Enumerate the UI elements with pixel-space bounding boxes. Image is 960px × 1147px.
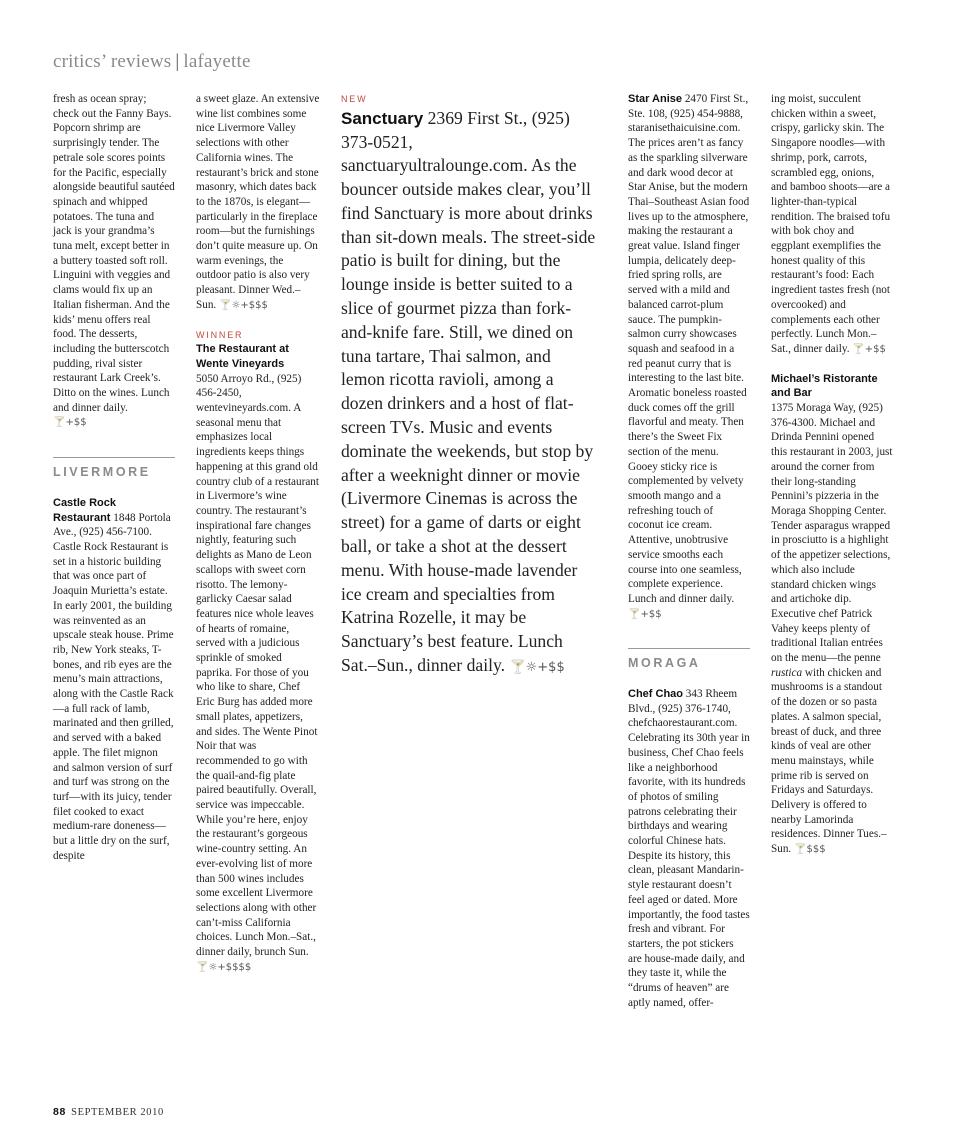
sanctuary-name: Sanctuary: [341, 108, 424, 128]
michaels-name: Michael’s Ristorante and Bar: [771, 372, 878, 400]
sanctuary-kicker: NEW: [341, 94, 368, 104]
issue-date: SEPTEMBER 2010: [71, 1107, 164, 1118]
castle-rock-text-part2: a sweet glaze. An extensive wine list combines some nice Livermore Valley selections with other California wines. The restaurant’s brick and stone masonry, which dates back to the 1870s, is elegant—particularly in the fireplace room—but the furnishings don’t quite measure up. On warm evenings, the outdoor patio is also very pleasant. Dinner Wed.–Sun.: [196, 93, 320, 311]
michaels-text-before: 1375 Moraga Way, (925) 376-4300. Michael and Drinda Pennini opened this restaurant in 2003, just around the corner from their long-standing Pennini’s pizzeria in the Moraga Shopping Center. Tender asparagus wrapped in prosciutto is a highlight of the appetizer selections, which also include standard chicken wings and artichoke dip. Executive chef Patrick Vahey keeps plenty of traditional Italian entrées on the menu—the penne: [771, 402, 893, 665]
wente-symbols: 🍸☼+$$$$: [196, 961, 252, 973]
wente-text: 5050 Arroyo Rd., (925) 456-2450, wentevineyards.com. A seasonal menu that emphasizes local ingredients keeps things happening at this grand old country club of a restaurant in Livermore’s wine country. The restaurant’s inspirational fare changes nightly, featuring such delights as Mano de Leon scallops with sweet corn risotto. The lemony-garlicky Caesar salad features nice whole leaves of hearts of romaine, served with a judicious sprinkle of smoked paprika. For those of you who like to share, Chef Eric Burg has added more small plates, appetizers, and sides. The Wente Pinot Noir that was recommended to go with the quail-and-fig plate paired beautifully. Overall, service was impeccable. While you’re here, enjoy the restaurant’s gorgeous wine-country setting. An ever-evolving list of more than 500 wines includes some excellent Livermore selections along with other can’t-miss California choices. Lunch Mon.–Sat., dinner daily, brunch Sun.: [196, 372, 320, 959]
wente-name: The Restaurant at Wente Vineyards: [196, 343, 289, 370]
chef-chao-name: Chef Chao: [628, 688, 683, 701]
header-section: critics’ reviews: [53, 51, 172, 72]
column-1: [53, 92, 175, 863]
wente-kicker: WINNER: [196, 329, 244, 340]
header-separator: |: [175, 51, 180, 72]
michaels-text-after: with chicken and mushrooms is a standout of the dozen or so pasta plates. A salmon special, breast of duck, and three kinds of veal are other menu mainstays, while prime rib is served on Fridays and Saturdays. Delivery is offered to nearby Lamorinda residences. Dinner Tues.–Sun.: [771, 666, 887, 856]
sanctuary-text: 2369 First St., (925) 373-0521, sanctuaryultralounge.com. As the bouncer outside makes clear, you’ll find Sanctuary is more about drinks than sit-down meals. The street-side patio is built for dining, but the lounge inside is better suited to a slice of gourmet pizza than fork-and-knife fare. Still, we dined on tuna tartare, Thai salmon, and lemon ricotta ravioli, among a dozen drinkers and a host of flat-screen TVs. Music and events dominate the weekends, but stop by after a weeknight dinner or movie (Livermore Cinemas is across the street) for a game of darts or eight ball, or take a shot at the dessert menu. With house-made lavender ice cream and specialties from Katrina Rozelle, it may be Sanctuary’s best feature. Lunch Sat.–Sun., dinner daily.: [341, 107, 596, 676]
header-city: lafayette: [183, 51, 251, 72]
star-anise-name: Star Anise: [628, 93, 683, 105]
castle-rock-text-part1: 1848 Portola Ave., (925) 456-7100. Castle Rock Restaurant is set in a historic building that was once part of Joaquin Murietta’s estate. In early 2001, the building was reinvented as an upscale steak house. Prime rib, New York steaks, T-bones, and rib eyes are the menu’s main attractions, along with the Castle Rack—a full rack of lamb, marinated and then grilled, and served with a baked apple. The filet mignon and salmon version of surf and turf was strong on the turf—with its juicy, tender filet cooked to exact medium-rare doneness—but a little dry on the surf, despite: [53, 511, 174, 862]
section-livermore: LIVERMORE: [53, 457, 175, 480]
column-2: [196, 92, 320, 975]
sanctuary-symbols: 🍸☼+$$: [509, 660, 565, 676]
continued-review-text: fresh as ocean spray; check out the Fanny Bays. Popcorn shrimp are surprisingly tender. The petrale sole scores points for the Pacific, especially alongside beautiful sautéed spinach and whipped potatoes. The tuna and jack is your grandma’s tuna melt, except better in a buttery toasted soft roll. Linguini with veggies and clams would fix up an Italian fisherman. And the kids’ menu offers real food. The desserts, including the butterscotch pudding, rival sister restaurant Lark Creek’s. Ditto on the wines. Lunch and dinner daily.: [53, 93, 175, 414]
castle-rock-symbols: 🍸☼+$$$: [219, 299, 268, 311]
continued-review-symbols: 🍸+$$: [53, 417, 87, 429]
page-header: [53, 51, 251, 73]
chef-chao-text-part2: ing moist, succulent chicken within a sweet, crispy, garlicky skin. The Singapore noodles—with shrimp, pork, carrots, scrambled egg, onions, and bamboo shoots—are a lighter-than-typical rendition. The braised tofu with bok choy and eggplant exemplifies the honest quality of this restaurant’s food: Each ingredient tastes fresh (not overcooked) and complements each other perfectly. Lunch Mon.–Sat., dinner daily.: [771, 93, 891, 355]
column-5: [771, 92, 893, 858]
star-anise-text: 2470 First St., Ste. 108, (925) 454-9888, staranisethaicuisine.com. The prices aren’t as fancy as the sparkling silverware and dark wood decor at Star Anise, but the modern Thai–Southeast Asian food lives up to the atmosphere, making the restaurant a great value. Island finger lumpia, delicately deep-fried spring rolls, are served with a mild and balanced carrot-plum sauce. The pumpkin-salmon curry showcases squash and seafood in a red peanut curry that is interesting to the last bite. Aromatic boneless roasted duck comes off the grill flavorful and meaty. Then there’s the Sweet Fix section of the menu. Gooey sticky rice is complemented by velvety smooth mango and a refreshing touch of coconut ice cream. Attentive, unobtrusive service smooths each course into one seamless, complete experience. Lunch and dinner daily.: [628, 93, 750, 605]
column-3: [341, 92, 597, 680]
chef-chao-symbols: 🍸+$$: [852, 343, 886, 355]
column-4: [628, 92, 750, 1010]
page-number: 88: [53, 1106, 66, 1118]
section-moraga: MORAGA: [628, 648, 750, 671]
chef-chao-text-part1: 343 Rheem Blvd., (925) 376-1740, chefchaorestaurant.com. Celebrating its 30th year in business, Chef Chao feels like a neighborhood favorite, with its hundreds of photos of smiling patrons celebrating their birthdays and wearing colorful Chinese hats. Despite its history, this clean, pleasant Mandarin-style restaurant doesn’t feel aged or dated. More importantly, the food tastes fresh and vibrant. For starters, the pot stickers are house-made daily, and they taste it, while the “drums of heaven” are aptly named, offer-: [628, 688, 750, 1009]
page-footer: [53, 1106, 164, 1118]
michaels-symbols: 🍸$$$: [794, 844, 826, 856]
star-anise-symbols: 🍸+$$: [628, 608, 662, 620]
castle-rock-name: Castle Rock Restaurant: [53, 496, 116, 524]
michaels-text-italic: rustica: [771, 666, 803, 679]
